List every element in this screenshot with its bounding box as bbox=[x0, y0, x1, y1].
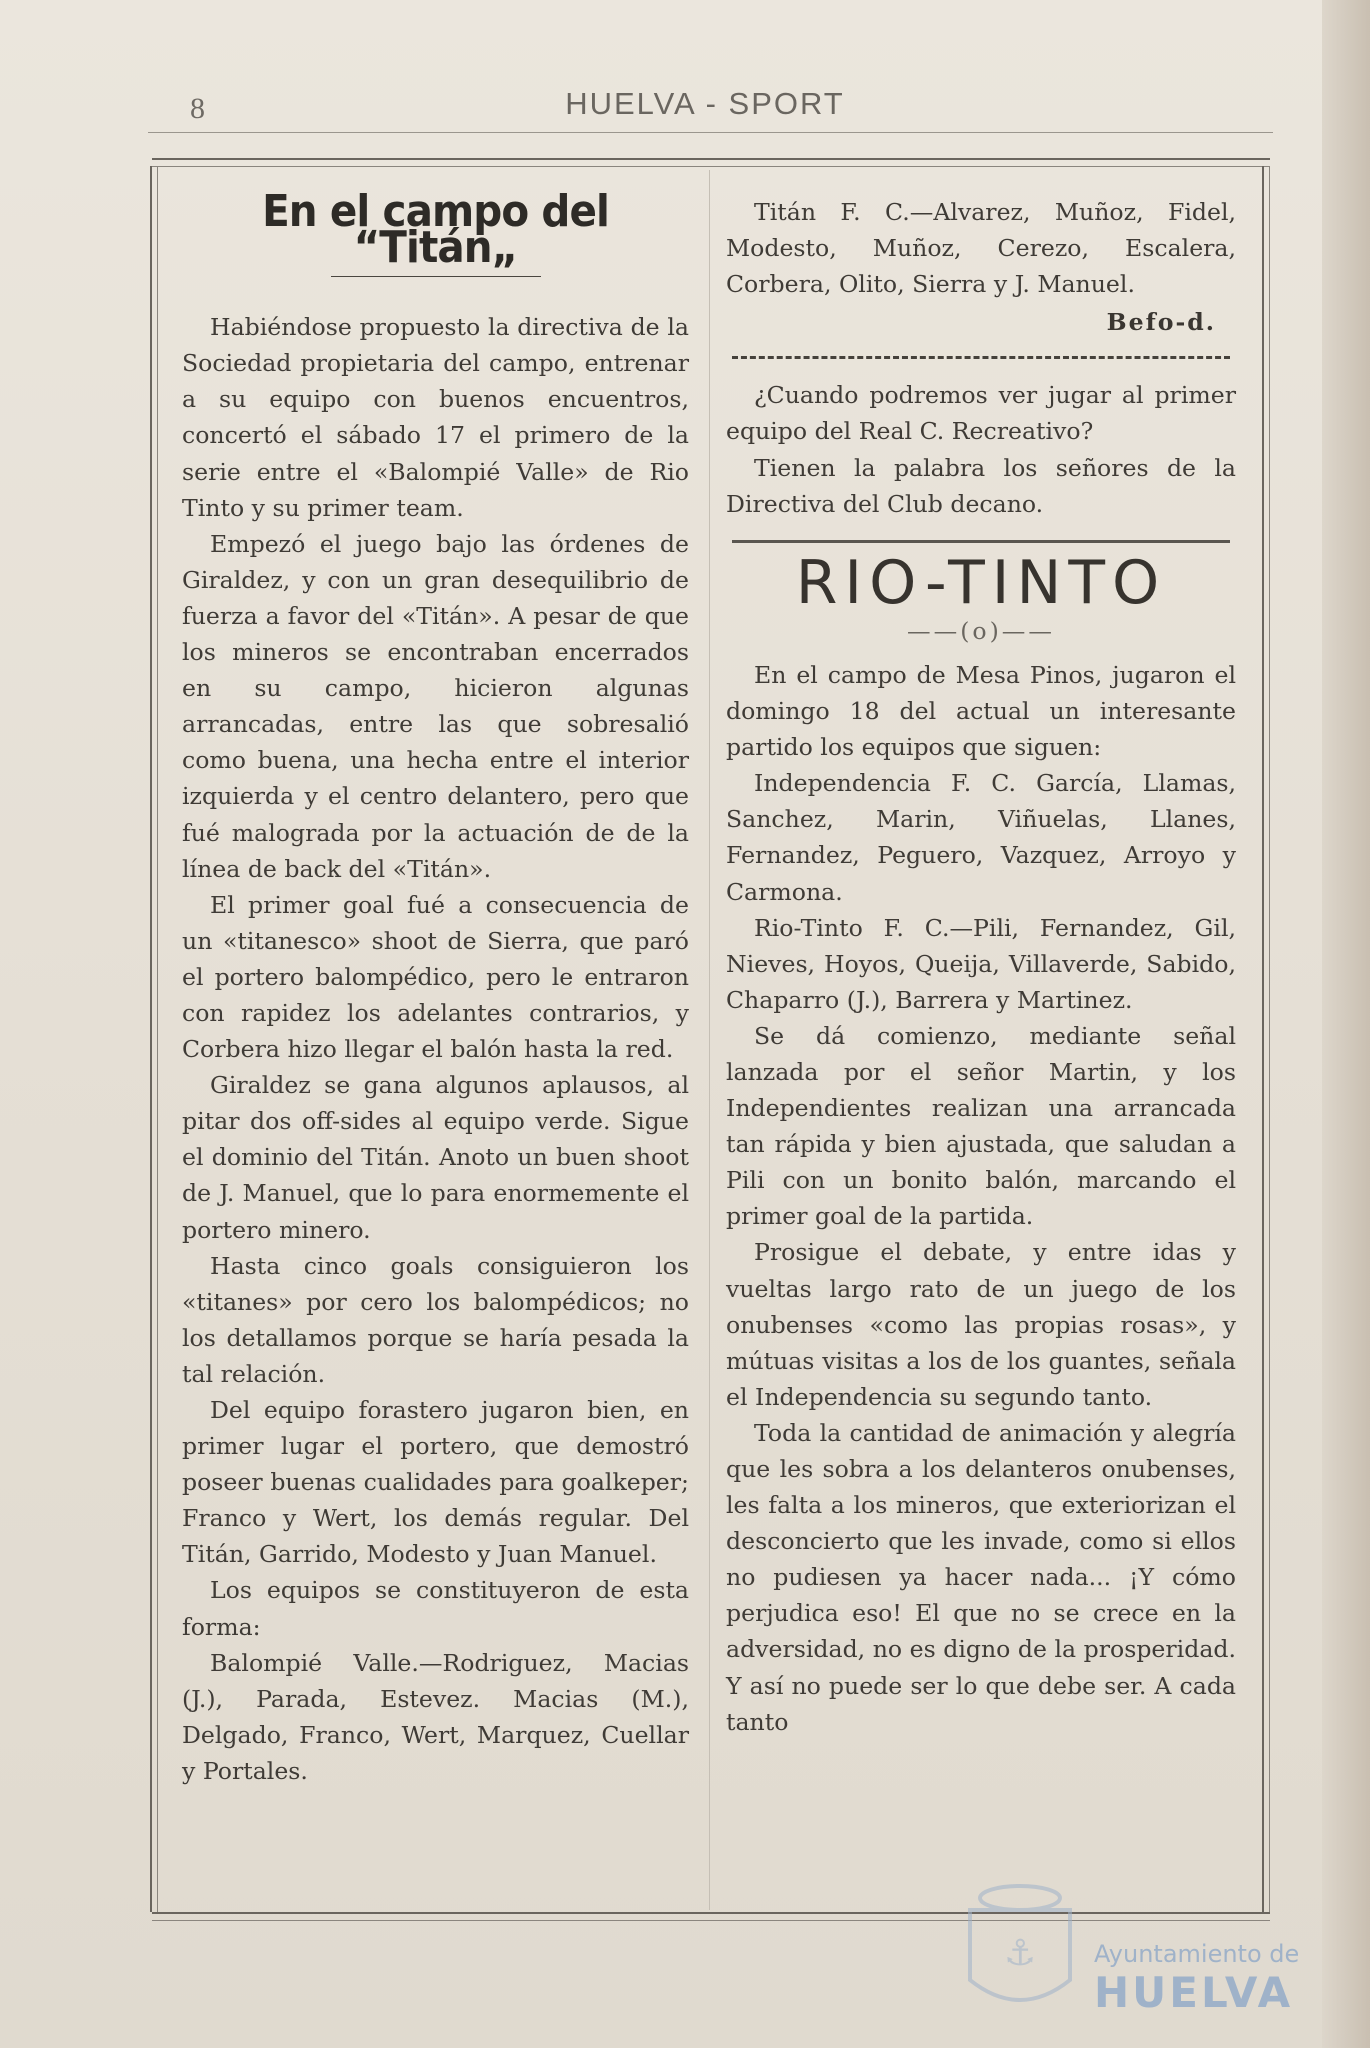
column-divider bbox=[709, 170, 710, 1910]
paragraph: Prosigue el debate, y entre idas y vueltas largo rato de un juego de los onubenses «como las propias rosas», y mútuas visitas a los de los guantes, señala el Independencia su segundo tanto. bbox=[726, 1238, 1236, 1411]
answer-paragraph: Tienen la palabra los señores de la Directiva del Club decano. bbox=[726, 453, 1236, 518]
running-head bbox=[140, 82, 1270, 132]
paragraph: Balompié Valle.—Rodriguez, Macias (J.), Parada, Estevez. Macias (M.), Delgado, Franco, Wert, Marquez, Cuellar y Portales. bbox=[182, 1648, 689, 1785]
paragraph: Empezó el juego bajo las órdenes de Giraldez, y con un gran desequilibrio de fuerza a favor del «Titán». A pesar de que los mineros se encontraban encerrados en su campo, hicieron algunas arrancadas, entre las que sobresalió como buena, una hecha entre el interior izquierda y el centro delantero, pero que fué malograda por la actuación de de la línea de back del «Titán». bbox=[182, 529, 689, 883]
paragraph: Toda la cantidad de animación y alegría que les sobra a los delanteros onubenses, les falta a los mineros, que exteriorizan el desconcierto que les invade, como si ellos no pudiesen ya hacer nada... ¡Y cómo perjudica eso! El que no se crece en la adversidad, no es digno de la prosperidad. Y así no puede ser lo que debe ser. A cada tanto bbox=[726, 1418, 1236, 1736]
paragraph: Del equipo forastero jugaron bien, en primer lugar el portero, que demostró poseer buenas cualidades para goalkeper; Franco y Wert, los demás regular. Del Titán, Garrido, Modesto y Juan Manuel. bbox=[182, 1396, 689, 1569]
author-signature: Befo-d. bbox=[1106, 308, 1216, 337]
header-rule bbox=[148, 132, 1273, 133]
page-edge bbox=[1322, 0, 1370, 2048]
right-column bbox=[726, 194, 1236, 1740]
title-rule bbox=[331, 276, 541, 277]
paragraph: En el campo de Mesa Pinos, jugaron el domingo 18 del actual un interesante partido los equipos que siguen: bbox=[726, 660, 1236, 762]
journal-title: HUELVA - SPORT bbox=[565, 86, 845, 121]
frame-border-top bbox=[152, 158, 1270, 167]
frame-border-right bbox=[1262, 166, 1270, 1912]
section-rule bbox=[732, 540, 1230, 543]
article-title: En el campo del “Titán„ bbox=[262, 186, 609, 274]
page-number: 8 bbox=[190, 92, 205, 125]
paragraph: Rio-Tinto F. C.—Pili, Fernandez, Gil, Nieves, Hoyos, Queija, Villaverde, Sabido, Chaparro (J.), Barrera y Martinez. bbox=[726, 913, 1236, 1014]
paragraph: Los equipos se constituyeron de esta forma: bbox=[182, 1576, 689, 1641]
lineup-titan: Titán F. C.—Alvarez, Muñoz, Fidel, Modesto, Muñoz, Cerezo, Escalera, Corbera, Olito, Sierra y J. Manuel. bbox=[726, 198, 1236, 299]
watermark-line1: Ayuntamiento de bbox=[1094, 1940, 1300, 1968]
frame-border-left bbox=[150, 166, 158, 1912]
dashed-rule bbox=[732, 356, 1230, 359]
paragraph: Independencia F. C. García, Llamas, Sanchez, Marin, Viñuelas, Llanes, Fernandez, Peguero, Vazquez, Arroyo y Carmona. bbox=[726, 769, 1236, 906]
section-ornament: ——(o)—— bbox=[907, 616, 1055, 645]
paragraph: Se dá comienzo, mediante señal lanzada por el señor Martin, y los Independientes realizan una arrancada tan rápida y bien ajustada, que saludan a Pili con un bonito balón, marcando el primer goal de la partida. bbox=[726, 1021, 1236, 1231]
watermark-line2: HUELVA bbox=[1094, 1968, 1294, 2017]
paragraph: El primer goal fué a consecuencia de un «titanesco» shoot de Sierra, que paró el portero balompédico, pero le entraron con rapidez los adelantes contrarios, y Corbera hizo llegar el balón hasta la red. bbox=[182, 890, 689, 1064]
svg-text:⚓: ⚓ bbox=[1003, 1933, 1037, 1974]
paragraph: Hasta cinco goals consiguieron los «titanes» por cero los balompédicos; no los detallamos porque se haría pesada la tal relación. bbox=[182, 1251, 689, 1388]
paragraph: Giraldez se gana algunos aplausos, al pitar dos off-sides al equipo verde. Sigue el dominio del Titán. Anoto un buen shoot de J. Manuel, que lo para enormemente el portero minero. bbox=[182, 1071, 689, 1244]
section-title: RIO-TINTO bbox=[795, 547, 1167, 618]
left-column bbox=[182, 188, 689, 1789]
paragraph: Habiéndose propuesto la directiva de la Sociedad propietaria del campo, entrenar a su equipo con buenos encuentros, concertó el sábado 17 el primero de la serie entre el «Balompié Valle» de Rio Tinto y su primer team. bbox=[182, 313, 689, 522]
question-paragraph: ¿Cuando podremos ver jugar al primer equipo del Real C. Recreativo? bbox=[726, 381, 1236, 446]
